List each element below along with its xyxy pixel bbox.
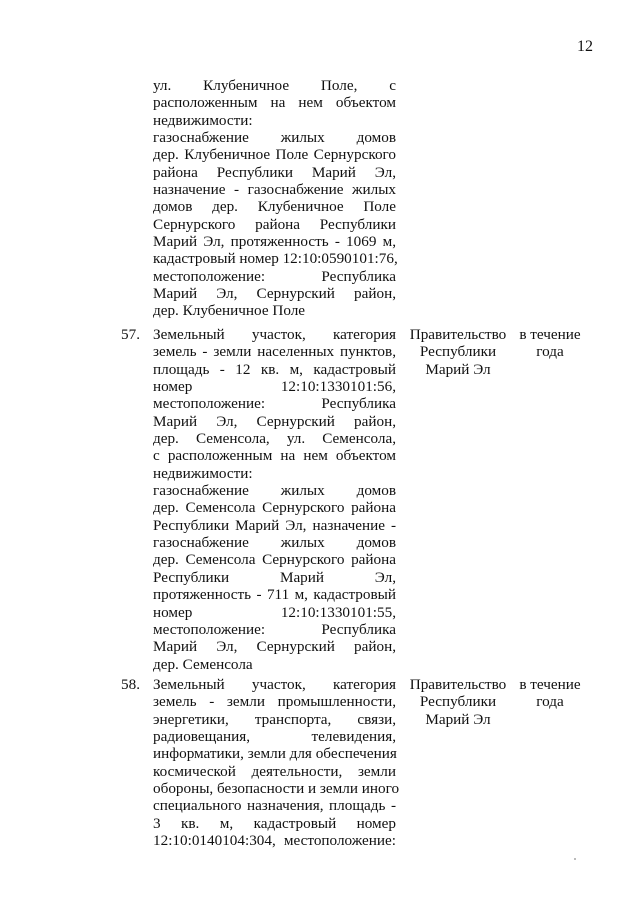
description-line: радиовещания, телевидения, [153, 728, 396, 746]
description-line: назначение - газоснабжение жилых [153, 181, 396, 199]
authority-line: Правительство [409, 326, 507, 343]
description-line: дер. Семенсола, ул. Семенсола, [153, 430, 396, 448]
description-line: номер 12:10:1330101:56, [153, 378, 396, 396]
description-line: дер. Семенсола Сернурского района [153, 499, 396, 517]
description-line: газоснабжение жилых домов [153, 482, 396, 500]
authority-line: Марий Эл [425, 360, 491, 378]
description-line: с расположенным на нем объектом [153, 447, 396, 465]
description-line: местоположение: Республика [153, 267, 396, 285]
description-line: дер. Клубеничное Поле [153, 302, 306, 320]
description-line: информатики, земли для обеспечения [153, 745, 397, 763]
description-line: Земельный участок, категория [153, 676, 396, 693]
description-line: Марий Эл, Сернурский район, [153, 412, 396, 430]
deadline-line: года [536, 693, 564, 711]
description-line: Марий Эл, Сернурский район, [153, 285, 396, 303]
deadline [516, 326, 584, 361]
description-line: площадь - 12 кв. м, кадастровый [153, 360, 396, 378]
description-line: обороны, безопасности и земли иного [153, 780, 400, 798]
deadline-line: года [536, 343, 564, 361]
description-line: Республики Марий Эл, [153, 568, 396, 586]
description-line: Сернурского района Республики [153, 215, 396, 233]
item-description [153, 326, 396, 673]
description-line: недвижимости: [153, 464, 253, 482]
description-line: района Республики Марий Эл, [153, 163, 396, 181]
description-line: дер. Семенсола Сернурского района [153, 551, 396, 569]
description-line: протяженность - 711 м, кадастровый [153, 586, 396, 604]
description-line: Марий Эл, протяженность - 1069 м, [153, 233, 396, 251]
description-line: расположенным на нем объектом [153, 94, 396, 112]
continuation-description [153, 77, 396, 320]
authority-line: Республики [419, 693, 497, 711]
description-line: земель - земли промышленности, [153, 693, 396, 711]
description-line: земель - земли населенных пунктов, [153, 343, 396, 361]
description-line: энергетики, транспорта, связи, [153, 710, 396, 728]
deadline-line: в течение [519, 676, 581, 693]
description-line: кадастровый номер 12:10:0590101:76, [153, 250, 398, 268]
page-number: 12 [577, 38, 593, 55]
authority-line: Марий Эл [425, 710, 491, 728]
description-line: газоснабжение жилых домов [153, 534, 396, 552]
description-line: местоположение: Республика [153, 620, 396, 638]
description-line: номер 12:10:1330101:55, [153, 603, 396, 621]
deadline [516, 676, 584, 711]
description-line: Земельный участок, категория [153, 326, 396, 343]
description-line: ул. Клубеничное Поле, с [153, 77, 396, 94]
description-line: 12:10:0140104:304, местоположение: [153, 832, 396, 850]
description-line: космической деятельности, земли [153, 762, 396, 780]
description-line: специального назначения, площадь - [153, 797, 396, 815]
description-line: домов дер. Клубеничное Поле [153, 198, 396, 216]
description-line: 3 кв. м, кадастровый номер [153, 814, 396, 832]
description-line: Марий Эл, Сернурский район, [153, 638, 396, 656]
description-line: дер. Семенсола [153, 655, 253, 673]
item-description [153, 676, 400, 850]
item-number: 57. [121, 326, 140, 343]
description-line: газоснабжение жилых домов [153, 129, 396, 147]
scan-speck [574, 858, 576, 860]
description-line: Республики Марий Эл, назначение - [153, 516, 396, 534]
authority-line: Правительство [409, 676, 507, 693]
authority-line: Республики [419, 343, 497, 361]
deadline-line: в течение [519, 326, 581, 343]
item-number: 58. [121, 676, 140, 693]
description-line: дер. Клубеничное Поле Сернурского [153, 146, 396, 164]
responsible-authority [401, 326, 515, 378]
responsible-authority [401, 676, 515, 728]
description-line: недвижимости: [153, 111, 253, 129]
description-line: местоположение: Республика [153, 395, 396, 413]
